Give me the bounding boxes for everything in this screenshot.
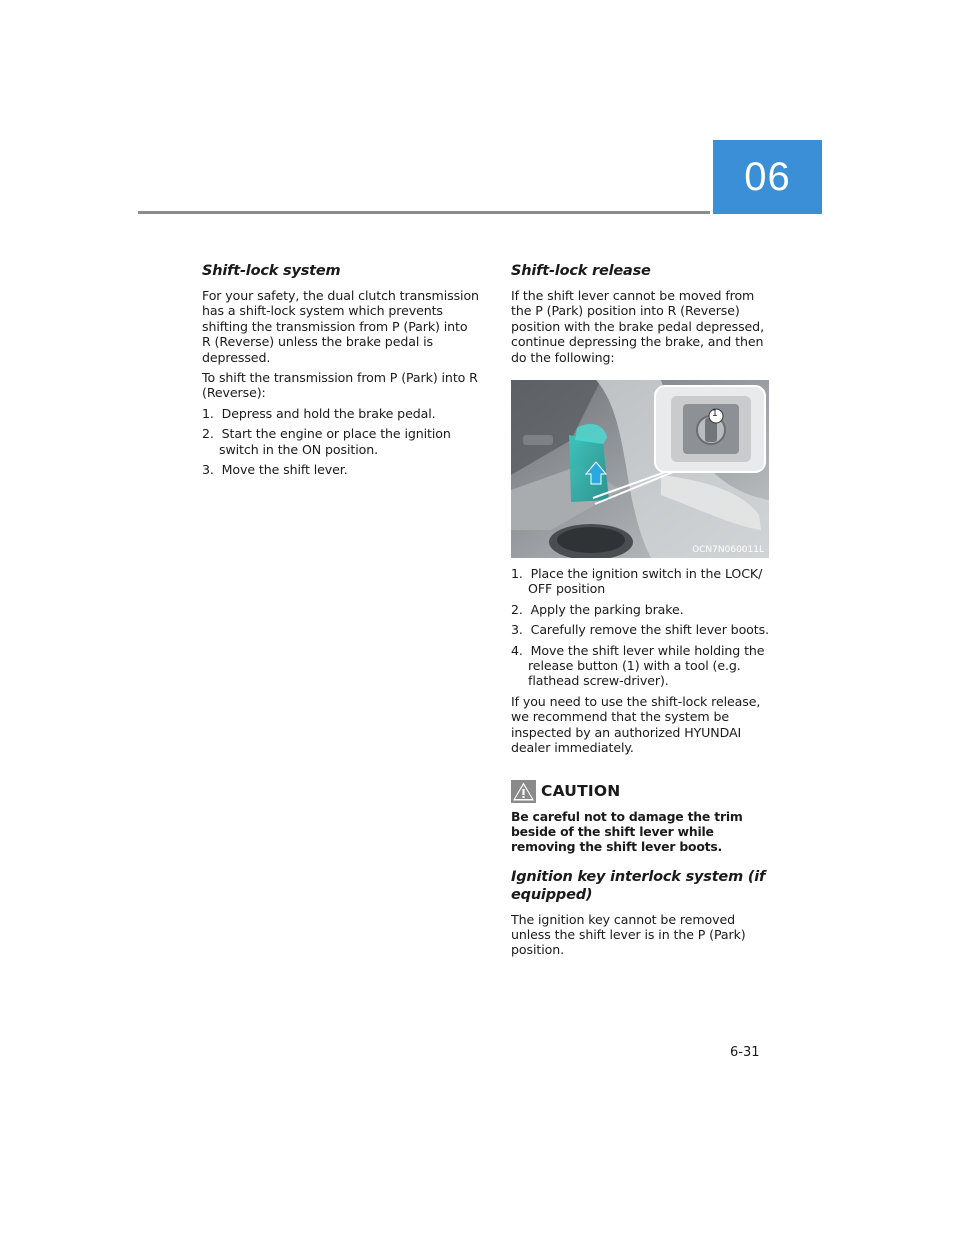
shift-lever-figure xyxy=(511,380,769,558)
shift-lock-heading: Shift-lock system xyxy=(202,263,341,279)
shift-lock-para-2: To shift the transmission from P (Park) into R (Reverse): xyxy=(202,370,478,401)
dealer-inspection-para: If you need to use the shift-lock release, we recommend that the system be inspected by an authorized HYUNDAI dealer immediately. xyxy=(511,693,761,756)
warning-triangle-icon xyxy=(511,780,536,803)
shift-lock-para-1: For your safety, the dual clutch transmission has a shift-lock system which prevents shifting the transmission from P (Park) into R (Reverse) unless the brake pedal is depressed. xyxy=(202,288,479,365)
step-item: 2. Apply the parking brake. xyxy=(511,601,684,617)
step-item: 3. Carefully remove the shift lever boots. xyxy=(511,622,769,638)
right-column xyxy=(511,262,771,963)
chapter-tab: 06 xyxy=(713,140,822,214)
figure-callout-label: 1 xyxy=(712,409,718,420)
caution-text: Be careful not to damage the trim beside of the shift lever while removing the shift lever boots. xyxy=(511,808,743,854)
figure-code: OCN7N060011L xyxy=(692,545,764,556)
step-item: 4. Move the shift lever while holding the release button (1) with a tool (e.g. flathead screw-driver). xyxy=(511,642,765,689)
step-item: 1. Depress and hold the brake pedal. xyxy=(202,405,436,421)
ignition-interlock-heading: Ignition key interlock system (if equipped) xyxy=(511,868,766,903)
page-number: 6-31 xyxy=(730,1045,760,1060)
shift-lock-release-steps xyxy=(511,566,771,689)
shift-lock-steps xyxy=(202,406,480,478)
caution-header xyxy=(511,780,771,803)
header-rule xyxy=(138,211,710,214)
shift-lock-release-heading: Shift-lock release xyxy=(511,263,651,279)
left-column xyxy=(202,262,480,482)
step-item: 2. Start the engine or place the ignition switch in the ON position. xyxy=(202,426,451,457)
caution-title: CAUTION xyxy=(541,782,621,800)
shift-lock-release-intro: If the shift lever cannot be moved from the P (Park) position into R (Reverse) position with the brake pedal depressed, continue depressing the brake, and then do the following: xyxy=(511,288,764,365)
step-item: 1. Place the ignition switch in the LOCK/ OFF position xyxy=(511,566,763,597)
ignition-interlock-para: The ignition key cannot be removed unless the shift lever is in the P (Park) position. xyxy=(511,911,746,958)
step-item: 3. Move the shift lever. xyxy=(202,462,348,478)
console-illustration xyxy=(511,380,769,558)
